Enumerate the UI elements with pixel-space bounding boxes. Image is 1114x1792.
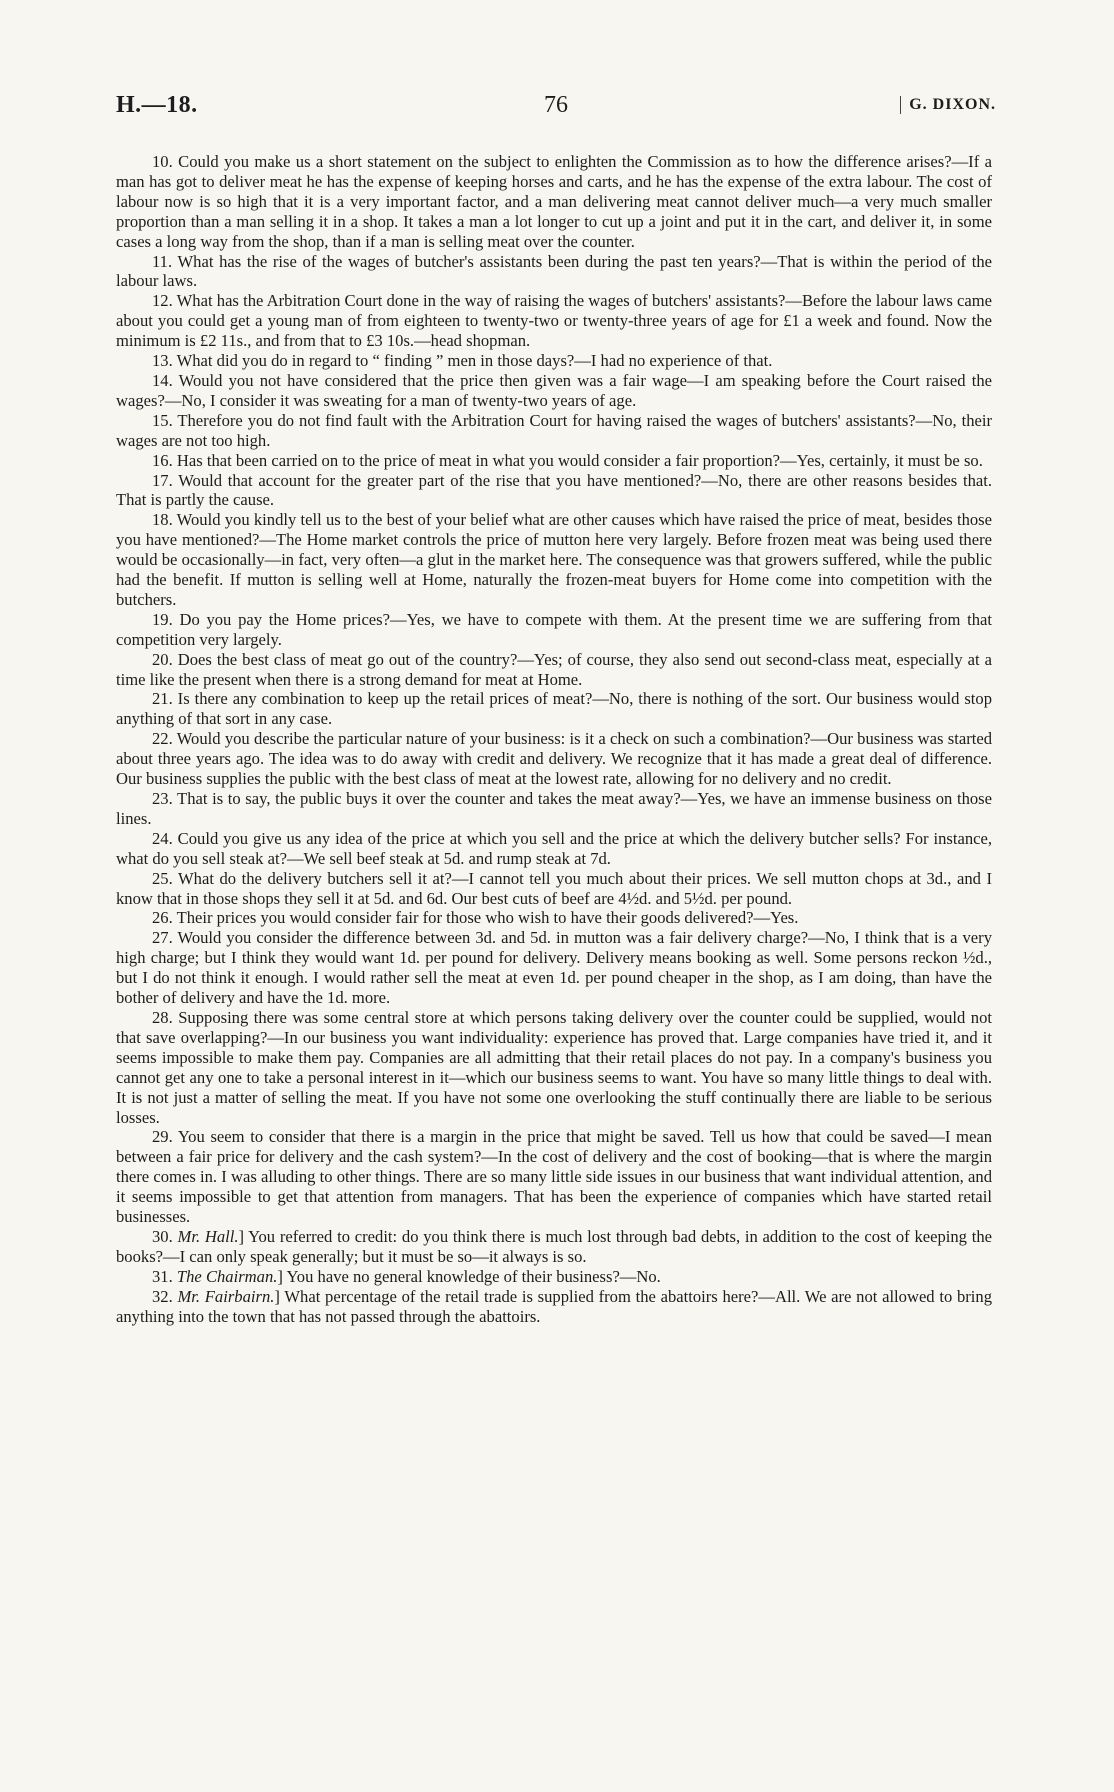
question-20: 20. Does the best class of meat go out of the country?—Yes; of course, they also send out second-class meat, especially at a time like the present when there is a strong demand for meat at Home. <box>116 649 992 689</box>
question-14: 14. Would you not have considered that the price then given was a fair wage—I am speaking before the Court raised the wages?—No, I consider it was sweating for a man of twenty-two years of age. <box>116 370 992 410</box>
question-31 <box>116 1267 992 1287</box>
question-text: ] You have no general knowledge of their business?—No. <box>277 1266 661 1286</box>
question-29: 29. You seem to consider that there is a margin in the price that might be saved. Tell us how that could be saved—I mean between a fair price for delivery and the cash system?—In the cost of delivery and the cost of booking—that is where the margin there comes in. I was alluding to other things. There are so many little side issues in our business that want individual attention, and it seems impossible to get that attention from managers. That has been the experience of companies which have started retail businesses. <box>116 1127 992 1227</box>
question-text: ] What percentage of the retail trade is supplied from the abattoirs here?—All. We are not allowed to bring anything into the town that has not passed through the abattoirs. <box>116 1286 992 1326</box>
question-32 <box>116 1287 992 1327</box>
page-number: 76 <box>544 92 568 118</box>
witness-name: G. DIXON. <box>900 96 996 114</box>
question-17: 17. Would that account for the greater part of the rise that you have mentioned?—No, there are other reasons besides that. That is partly the cause. <box>116 470 992 510</box>
question-number: 31. <box>152 1266 173 1286</box>
question-18: 18. Would you kindly tell us to the best of your belief what are other causes which have raised the price of meat, besides those you have mentioned?—The Home market controls the price of mutton here very largely. Before frozen meat was being used there would be occasionally—in fact, very often—a glut in the market here. The consequence was that growers suffered, while the public had the benefit. If mutton is selling well at Home, naturally the frozen-meat buyers for Home come into competition with the butchers. <box>116 510 992 609</box>
question-22: 22. Would you describe the particular nature of your business: is it a check on such a combination?—Our business was started about three years ago. The idea was to do away with credit and delivery. We recognize that it has made a great deal of difference. Our business supplies the public with the best class of meat at the lowest rate, allowing for no delivery and no credit. <box>116 729 992 789</box>
question-23: 23. That is to say, the public buys it over the counter and takes the meat away?—Yes, we have an immense business on those lines. <box>116 789 992 828</box>
question-16: 16. Has that been carried on to the price of meat in what you would consider a fair proportion?—Yes, certainly, it must be so. <box>152 450 983 470</box>
question-30 <box>116 1227 992 1267</box>
question-13: 13. What did you do in regard to “ finding ” men in those days?—I had no experience of that. <box>152 351 773 371</box>
speaker-name: Mr. Hall. <box>177 1226 239 1246</box>
question-12: 12. What has the Arbitration Court done in the way of raising the wages of butchers' assistants?—Before the labour laws came about you could get a young man of from eighteen to twenty-two or twenty-three years of age for £1 a week and found. Now the minimum is £2 11s., and from that to £3 10s.—head shopman. <box>116 291 992 351</box>
question-24: 24. Could you give us any idea of the price at which you sell and the price at which the delivery butcher sells? For instance, what do you sell steak at?—We sell beef steak at 5d. and rump steak at 7d. <box>116 828 992 868</box>
page-header <box>116 92 996 122</box>
question-25: 25. What do the delivery butchers sell it at?—I cannot tell you much about their prices. We sell mutton chops at 3d., and I know that in those shops they sell it at 5d. and 6d. Our best cuts of beef are 4½d. and 5½d. per pound. <box>116 868 992 908</box>
question-19: 19. Do you pay the Home prices?—Yes, we have to compete with them. At the present time we are suffering from that competition very largely. <box>116 609 992 649</box>
question-text: ] You referred to credit: do you think there is much lost through bad debts, in addition to the cost of keeping the books?—I can only speak generally; but it must be so—it always is so. <box>116 1226 993 1266</box>
document-reference: H.—18. <box>116 92 198 118</box>
speaker-name: Mr. Fairbairn. <box>177 1286 275 1306</box>
question-15: 15. Therefore you do not find fault with the Arbitration Court for having raised the wages of butchers' assistants?—No, their wages are not too high. <box>116 410 992 450</box>
speaker-name: The Chairman. <box>176 1266 278 1286</box>
question-26: 26. Their prices you would consider fair for those who wish to have their goods delivered?—Yes. <box>152 908 799 928</box>
question-27: 27. Would you consider the difference between 3d. and 5d. in mutton was a fair delivery charge?—No, I think that is a very high charge; but I think they would want 1d. per pound for delivery. Delivery means booking as well. Some persons reckon ½d., but I do not think it enough. I would rather sell the meat at even 1d. per pound cheaper in the shop, as I am doing, than have the bother of delivery and have the 1d. more. <box>116 928 992 1008</box>
question-10: 10. Could you make us a short statement on the subject to enlighten the Commission as to how the difference arises?—If a man has got to deliver meat he has the expense of keeping horses and carts, and he has the expense of the extra labour. The cost of labour now is so high that it is a very important factor, and a man delivering meat cannot deliver much—a very much smaller proportion than a man selling it in a shop. It takes a man a lot longer to cut up a joint and put it in the cart, and deliver it, in some cases a long way from the shop, than if a man is selling meat over the counter. <box>116 152 992 251</box>
document-body <box>116 152 992 1326</box>
question-number: 32. <box>152 1286 173 1306</box>
question-28: 28. Supposing there was some central store at which persons taking delivery over the counter could be supplied, would not that save overlapping?—In our business you want individuality: experience has proved that. Large companies have tried it, and it seems impossible to make them pay. Companies are all admitting that their retail places do not pay. In a company's business you cannot get any one to take a personal interest in it—which our business seems to want. You have so many little things to deal with. It is not just a matter of selling the meat. If you have not some one overlooking the stuff continually there are liable to be serious losses. <box>116 1007 992 1127</box>
question-11: 11. What has the rise of the wages of butcher's assistants been during the past ten years?—That is within the period of the labour laws. <box>116 251 992 291</box>
question-21: 21. Is there any combination to keep up the retail prices of meat?—No, there is nothing of the sort. Our business would stop anything of that sort in any case. <box>116 689 992 729</box>
question-number: 30. <box>152 1226 173 1246</box>
